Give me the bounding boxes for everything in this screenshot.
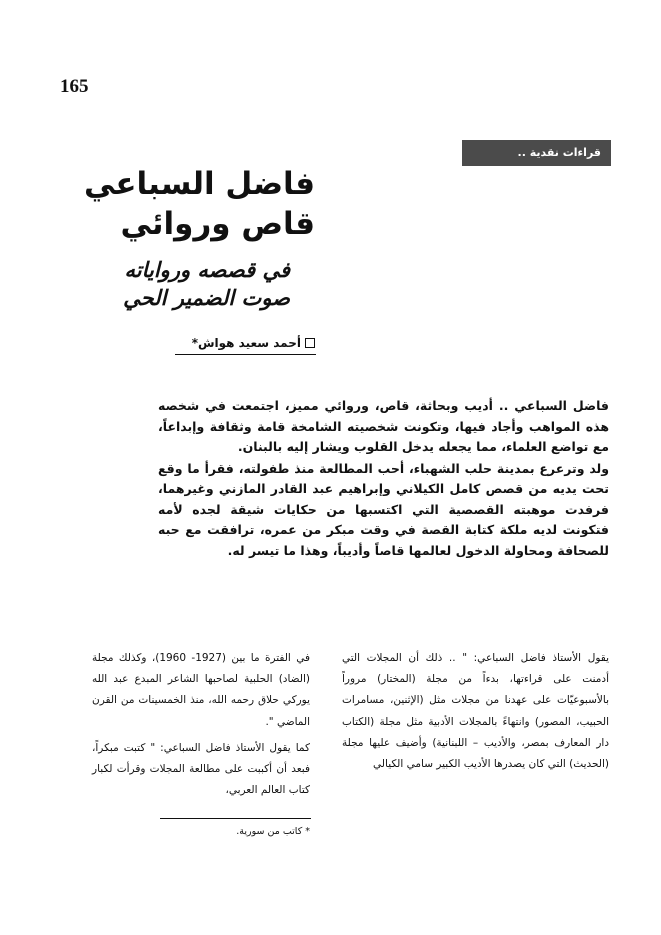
body-paragraph: في الفترة ما بين (1927- 1960)، وكذلك مجلة (الضاد) الحلبية لصاحبها الشاعر المبدع عبد الله يوركي حلاق رحمه الله، منذ الخمسينات من القرن الماضي ". <box>92 652 310 728</box>
article-subtitle-line-2: صوت الضمير الحي <box>123 286 290 310</box>
intro-paragraph: ولد وترعرع بمدينة حلب الشهباء، أحب المطالعة منذ طفولته، فقرأ ما وقع تحت يديه من قصص كامل الكيلاني وإبراهيم عبد القادر المازني وغيرهما، فرفدت موهبته القصصية التي اكتسبها من حكايات شيقة لجده لأمه فتكونت لديه ملكة كتابة القصة في وقت مبكر من عمره، ترافقت مع حبه للصحافة ومحاولة الدخول لعالمها قاصاً وأديباً، وهذا ما تيسر له. <box>158 460 609 558</box>
author-name: أحمد سعيد هواش* <box>191 336 301 350</box>
article-title-line-2: قاص وروائي <box>120 206 315 242</box>
page-number: 165 <box>60 76 89 97</box>
article-subtitle-line-1: في قصصه ورواياته <box>124 258 290 282</box>
section-tag: قراءات نقدية .. <box>462 140 611 166</box>
intro-text <box>158 396 609 561</box>
article-title-line-1: فاضل السباعي <box>83 166 315 202</box>
footnote: * كاتب من سورية. <box>236 826 310 837</box>
square-bullet-icon <box>305 338 315 348</box>
body-paragraph: يقول الأستاذ فاضل السباعي: " .. ذلك أن المجلات التي أدمنت على قراءتها، بدءاً من مجلة (المختار) مروراً بالأسبوعيّات على عهدنا من مجلات مثل (الإثنين، مسامرات الحبيب، المصور) وانتهاءً بالمجلات الأدبية مثل مجلة (الكتاب دار المعارف بمصر، والأديب – اللبنانية) وأضيف عليها مجلة (الحديث) التي كان يصدرها الأديب الكبير سامي الكيالي <box>342 652 609 771</box>
footnote-divider <box>160 818 311 819</box>
intro-paragraph: فاضل السباعي .. أديب وبحاثة، قاص، وروائي مميز، اجتمعت في شخصه هذه المواهب وأجاد فيها، وتكونت شخصيته الشامخة قامة وثقافة وإبداعاً، مع تواضع العلماء، مما يجعله يدخل القلوب ويشار إليه بالبنان. <box>158 398 609 454</box>
byline-divider <box>175 354 316 355</box>
body-paragraph: كما يقول الأستاذ فاضل السباعي: " كتبت مبكراً، فبعد أن أكببت على مطالعة المجلات وقرأت لكبار كتاب العالم العربي، <box>92 741 310 797</box>
body-column-left <box>92 648 310 801</box>
body-column-right <box>342 648 609 775</box>
byline <box>192 336 315 350</box>
